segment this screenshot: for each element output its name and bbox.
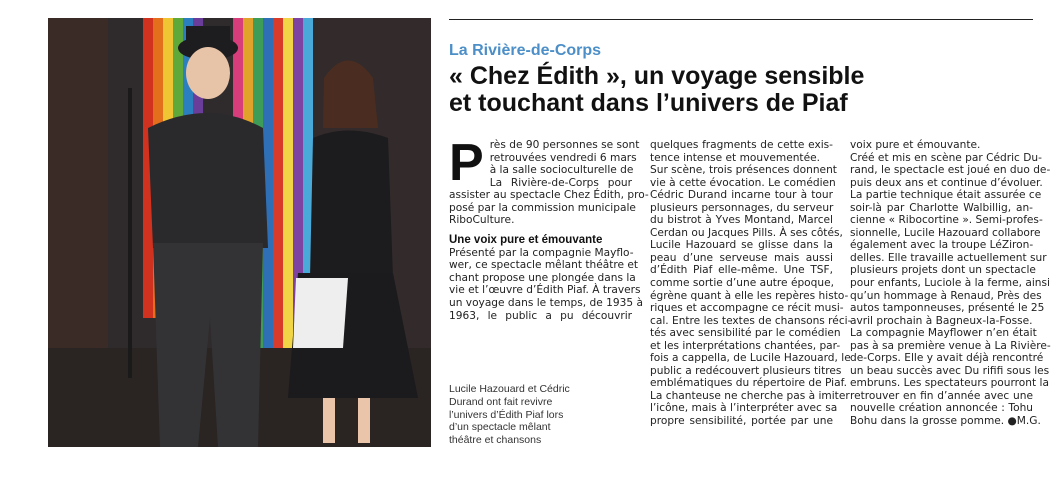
body-line: embruns. Les spectateurs pourront la (850, 377, 1049, 390)
body-line: Sur scène, trois présences donnent (650, 164, 837, 177)
body-line: La chanteuse ne cherche pas à imiter (650, 389, 850, 402)
body-line: tés avec sensibilité par le comédien (650, 327, 841, 340)
body-line: à la salle socioculturelle de (489, 164, 634, 177)
caption-line: l’univers d’Édith Piaf lors (449, 408, 564, 421)
body-line: La Rivière-de-Corps pour (489, 176, 632, 189)
body-line: Lucile Hazouard se glisse dans la (650, 239, 833, 252)
body-line: RiboCulture. (449, 214, 515, 227)
body-line: emblématiques du répertoire de Piaf. (650, 377, 847, 390)
caption-line: théâtre et chansons (449, 434, 542, 447)
body-line: cal. Entre les textes de chansons réci- (650, 314, 852, 327)
body-line: vie à cette évocation. Le comédien (650, 176, 836, 189)
body-line: soir-là par Charlotte Walbillig, an- (850, 201, 1033, 214)
body-line: La partie technique était assurée ce (850, 189, 1042, 202)
body-line: puis deux ans et continue d’évoluer. (850, 176, 1043, 189)
body-line: comme sortie d’une autre époque, (650, 277, 834, 290)
body-line: La compagnie Mayflower n’en était (850, 327, 1037, 340)
body-line: nouvelle création annoncée : Tohu (850, 402, 1033, 415)
body-line: chant propose une plongée dans la (449, 271, 636, 284)
caption-line: d’un spectacle mêlant (449, 421, 551, 434)
body-line: autos tamponneuses, présenté le 25 (850, 302, 1045, 315)
photo-caption (449, 383, 599, 447)
caption-line: Durand ont fait revivre (449, 395, 553, 408)
headline-line: et touchant dans l’univers de Piaf (449, 89, 848, 117)
article-column-3 (850, 139, 1051, 428)
body-line: de-Corps. Elle y avait déjà rencontré (850, 352, 1044, 365)
subhead: Une voix pure et émouvante (449, 233, 603, 246)
drop-cap: P (449, 134, 484, 192)
top-rule (449, 19, 1033, 20)
article-column-2 (650, 139, 852, 428)
body-line: avril prochain à Bagneux-la-Fosse. (850, 314, 1033, 327)
body-line: qu’un hommage à Renaud, Près des (850, 289, 1042, 302)
body-line: et les interprétations chantées, par- (650, 339, 841, 352)
body-line: du bistrot à Yves Montand, Marcel (650, 214, 833, 227)
body-line: un beau succès avec Du rififi sous les (850, 364, 1050, 377)
body-line: Cédric Durand incarne tour à tour (650, 189, 833, 202)
body-line: vie et l’œuvre d’Édith Piaf. À travers (449, 284, 641, 297)
body-line: Bohu dans la grosse pomme. ●M.G. (850, 415, 1041, 428)
body-line: propre sensibilité, portée par une (650, 415, 833, 428)
body-line: tence intense et mouvementée. (650, 151, 820, 164)
kicker: La Rivière-de-Corps (449, 42, 602, 59)
body-line: pour enfants, Luciole à la ferme, ainsi (850, 277, 1050, 290)
body-line: riques et accompagne ce récit musi- (650, 302, 844, 315)
body-line: également avec la troupe LéZiron- (850, 239, 1034, 252)
body-line: Créé et mis en scène par Cédric Du- (850, 151, 1042, 164)
body-line: sionnelle, Lucile Hazouard collabore (850, 226, 1041, 239)
body-line: un voyage dans le temps, de 1935 à (449, 297, 643, 310)
body-line: peau d’une serveuse mais aussi (650, 251, 833, 264)
body-line: rand, le spectacle est joué en duo de- (850, 164, 1051, 177)
body-line: delles. Elle travaille actuellement sur (850, 251, 1047, 264)
article-column-1 (449, 134, 649, 322)
body-line: Présenté par la compagnie Mayflo- (449, 246, 634, 259)
body-line: rès de 90 personnes se sont (489, 139, 640, 151)
body-line: wer, ce spectacle mêlant théâtre et (449, 259, 639, 272)
body-line: plusieurs projets dont un spectacle (850, 264, 1036, 277)
body-line: l’icône, mais à l’interpréter avec sa (650, 402, 838, 415)
body-line: 1963, le public a pu découvrir (449, 309, 632, 322)
body-line: voix pure et émouvante. (850, 139, 981, 151)
caption-line: Lucile Hazouard et Cédric (449, 383, 570, 395)
body-line: posé par la commission municipale (449, 201, 636, 214)
body-line: pas à sa première venue à La Rivière- (850, 339, 1051, 352)
stage-photo (48, 18, 431, 447)
body-line: égrène quant à elle les repères histo- (650, 289, 849, 302)
body-line: fois a cappella, de Lucile Hazouard, le (650, 352, 851, 365)
body-line: quelques fragments de cette exis- (650, 139, 833, 151)
body-line: retrouvées vendredi 6 mars (489, 151, 637, 164)
body-line: Cerdan ou Jacques Pills. À ses côtés, (650, 226, 843, 239)
body-line: plusieurs personnages, du serveur (650, 201, 834, 214)
body-line: cienne « Ribocortine ». Semi-profes- (850, 214, 1043, 227)
body-line: public a redécouvert plusieurs titres (650, 364, 842, 377)
body-line: d’Édith Piaf elle-même. Une TSF, (650, 264, 833, 277)
body-line: assister au spectacle Chez Édith, pro- (449, 189, 649, 202)
headline (449, 63, 1039, 117)
body-line: retrouver en fin d’année avec une (850, 389, 1033, 402)
headline-line: « Chez Édith », un voyage sensible (449, 62, 865, 90)
